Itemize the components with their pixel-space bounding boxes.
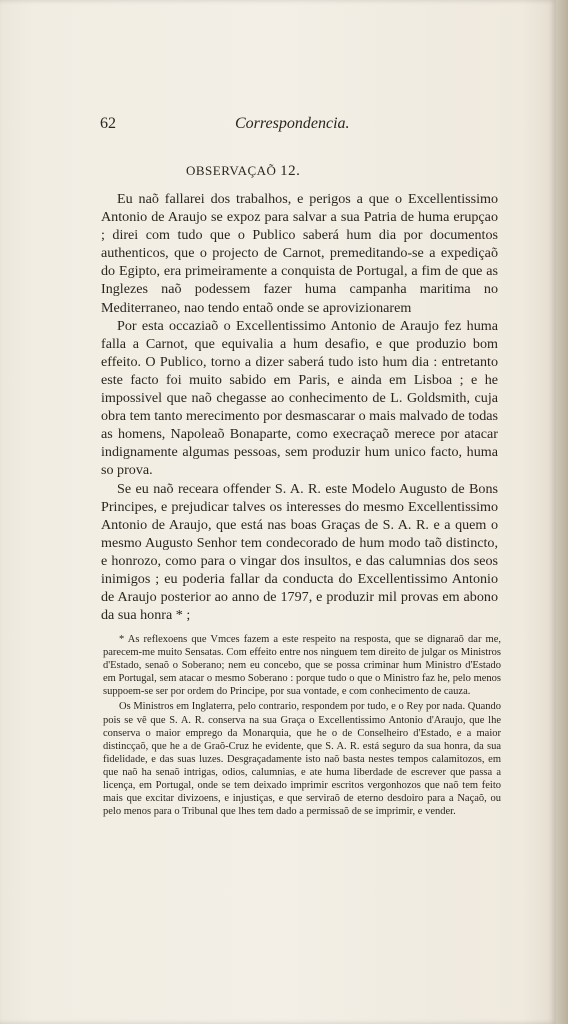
body-paragraph: Se eu naõ receara offender S. A. R. este Modelo Augusto de Bons Principes, e prejudicar talves os interesses do mesmo Excellentissimo Antonio de Araujo, que está nas boas Graças de S. A. R. e a quem o mesmo Augusto Senhor tem condecorado de hum modo taõ distincto, e honrozo, como para o vingar dos insultos, e das calumnias dos seos inimigos ; eu poderia fallar da conducta do Excellentissimo Antonio de Araujo posterior ao anno de 1797, e produzir mil provas em abono da sua honra * ; bbox=[101, 480, 498, 624]
main-text bbox=[101, 190, 498, 624]
observation-number: 12. bbox=[280, 163, 301, 179]
observation-heading bbox=[186, 163, 300, 180]
body-paragraph: Eu naõ fallarei dos trabalhos, e perigos a que o Excellentissimo Antonio de Araujo se expoz para salvar a sua Patria de huma erupçao ; direi com tudo que o Publico saberá hum dia por documentos authenticos, que o projecto de Carnot, premeditando-se a expediçaõ do Egipto, era primeiramente a conquista de Portugal, a fim de que as Inglezes naõ podessem fazer huma campanha maritima no Mediterraneo, nao tendo entaõ onde se aprovizionarem bbox=[101, 191, 498, 316]
footnotes bbox=[103, 633, 501, 818]
running-title: Correspondencia. bbox=[235, 115, 350, 132]
body-paragraph: Por esta occaziaõ o Excellentissimo Antonio de Araujo fez huma falla a Carnot, que equivalia a hum desafio, e que produzio bom effeito. O Publico, torno a dizer saberá tudo isto hum dia : entretanto este facto foi muito sabido em Paris, e ainda em Lisboa ; e he impossivel que naõ chegasse ao conhecimento de L. Goldsmith, cuja obra tem tanto merecimento por desmascarar o mais malvado de todas as homens, Napoleaõ Bonaparte, como execraçaõ merece por atacar indignamente algumas pessoas, sem produzir hum unico facto, huma so prova. bbox=[101, 317, 498, 479]
page-number: 62 bbox=[100, 115, 116, 132]
footnote-paragraph: * As reflexoens que Vmces fazem a este respeito na resposta, que se dignaraõ dar me, parecem-me muito Sensatas. Com effeito entre nos ninguem tem direito de julgar os Ministros d'Estado, senaõ o Soberano; nem eu concebo, que se possa criminar hum Ministro d'Estado em Portugal, sem atacar o mesmo Soberano : porque tudo o que o Ministro faz he, pelo menos suppoem-se ser por ordem do Principe, por sua vontade, e com conhecimento de cauza. bbox=[103, 634, 501, 698]
footnote-paragraph: Os Ministros em Inglaterra, pelo contrario, respondem por tudo, e o Rey por nada. Quando pois se vê que S. A. R. conserva na sua Graça o Excellentissimo Antonio d'Araujo, que lhe conserva o maior emprego da Monarquia, que he o de Conselheiro d'Estado, e a maior distincçaõ, que he a de Graõ-Cruz he evidente, que S. A. R. está seguro da sua honra, da sua fidelidade, e das suas luzes. Desgraçadamente isto naõ basta nestes tempos calamitozos, em que naõ ha senaõ intrigas, odios, calumnias, e ate huma liberdade de escrever que passa a licença, em Portugal, onde se tem deixado imprimir escritos vergonhozos que naõ tem feito mais que excitar divizoens, e injustiças, e que serviraõ de eterno desdoiro para a Naçaõ, ou pelo menos para o Tribunal que lhes tem dado a permissaõ de se imprimir, e vender. bbox=[103, 701, 501, 818]
book-spine-edge bbox=[556, 0, 568, 1024]
observation-label: OBSERVAÇAÕ bbox=[186, 163, 277, 178]
